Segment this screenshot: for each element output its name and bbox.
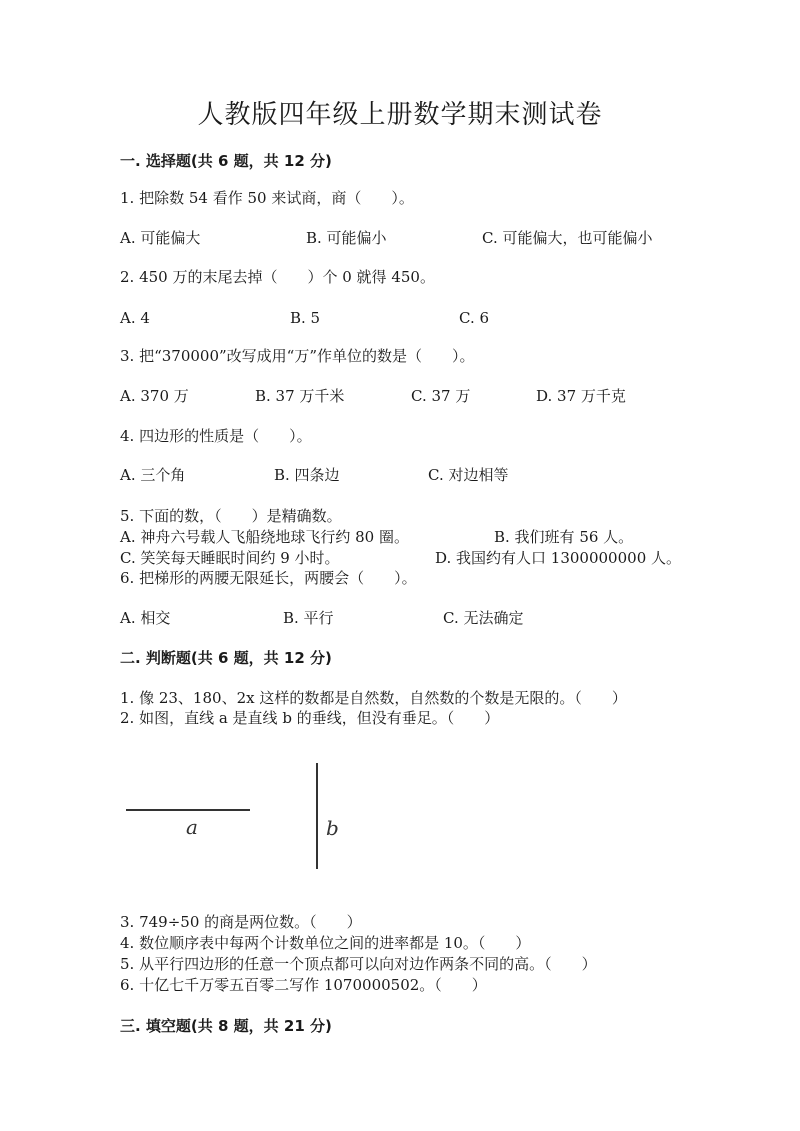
label-b: b (326, 816, 339, 840)
option-b: B. 四条边 (274, 466, 340, 484)
label-a: a (186, 815, 198, 839)
line-b (316, 763, 318, 869)
question-text: 2. 450 万的末尾去掉（ ）个 0 就得 450。 (120, 268, 435, 286)
option-a: A. 可能偏大 (120, 229, 201, 247)
option-b: B. 平行 (283, 609, 334, 627)
option-c: C. 37 万 (411, 387, 471, 405)
option-d: D. 我国约有人口 1300000000 人。 (435, 549, 681, 567)
option-b: B. 5 (290, 309, 321, 327)
question-text: 5. 从平行四边形的任意一个顶点都可以向对边作两条不同的高。（ ） (120, 955, 597, 973)
option-b: B. 我们班有 56 人。 (494, 528, 634, 546)
section-heading-judgement: 二. 判断题(共 6 题，共 12 分) (120, 649, 332, 667)
question-text: 1. 像 23、180、2x 这样的数都是自然数，自然数的个数是无限的。（ ） (120, 689, 627, 707)
option-a: A. 370 万 (120, 387, 189, 405)
section-heading-fill-in: 三. 填空题(共 8 题，共 21 分) (120, 1017, 332, 1035)
option-a: A. 三个角 (120, 466, 186, 484)
question-text: 6. 把梯形的两腰无限延长，两腰会（ ）。 (120, 569, 417, 587)
question-text: 4. 四边形的性质是（ ）。 (120, 427, 312, 445)
option-a: A. 相交 (120, 609, 171, 627)
option-b: B. 可能偏小 (306, 229, 387, 247)
option-c: C. 无法确定 (443, 609, 524, 627)
line-a (126, 809, 250, 811)
question-text: 1. 把除数 54 看作 50 来试商，商（ ）。 (120, 189, 414, 207)
question-text: 3. 把“370000”改写成用“万”作单位的数是（ ）。 (120, 347, 475, 365)
page-title: 人教版四年级上册数学期末测试卷 (197, 100, 603, 130)
question-text: 5. 下面的数，（ ）是精确数。 (120, 507, 342, 525)
question-text: 4. 数位顺序表中每两个计数单位之间的进率都是 10。（ ） (120, 934, 531, 952)
option-c: C. 对边相等 (428, 466, 509, 484)
option-a: A. 4 (120, 309, 150, 327)
question-text: 6. 十亿七千万零五百零二写作 1070000502。（ ） (120, 976, 487, 994)
option-c: C. 6 (459, 309, 490, 327)
section-heading-choice: 一. 选择题(共 6 题，共 12 分) (120, 152, 332, 170)
option-c: C. 笑笑每天睡眠时间约 9 小时。 (120, 549, 340, 567)
question-text: 3. 749÷50 的商是两位数。（ ） (120, 913, 362, 931)
option-a: A. 神舟六号载人飞船绕地球飞行约 80 圈。 (120, 528, 409, 546)
option-d: D. 37 万千克 (536, 387, 626, 405)
option-c: C. 可能偏大，也可能偏小 (482, 229, 653, 247)
question-text: 2. 如图，直线 a 是直线 b 的垂线，但没有垂足。（ ） (120, 709, 500, 727)
option-b: B. 37 万千米 (255, 387, 345, 405)
